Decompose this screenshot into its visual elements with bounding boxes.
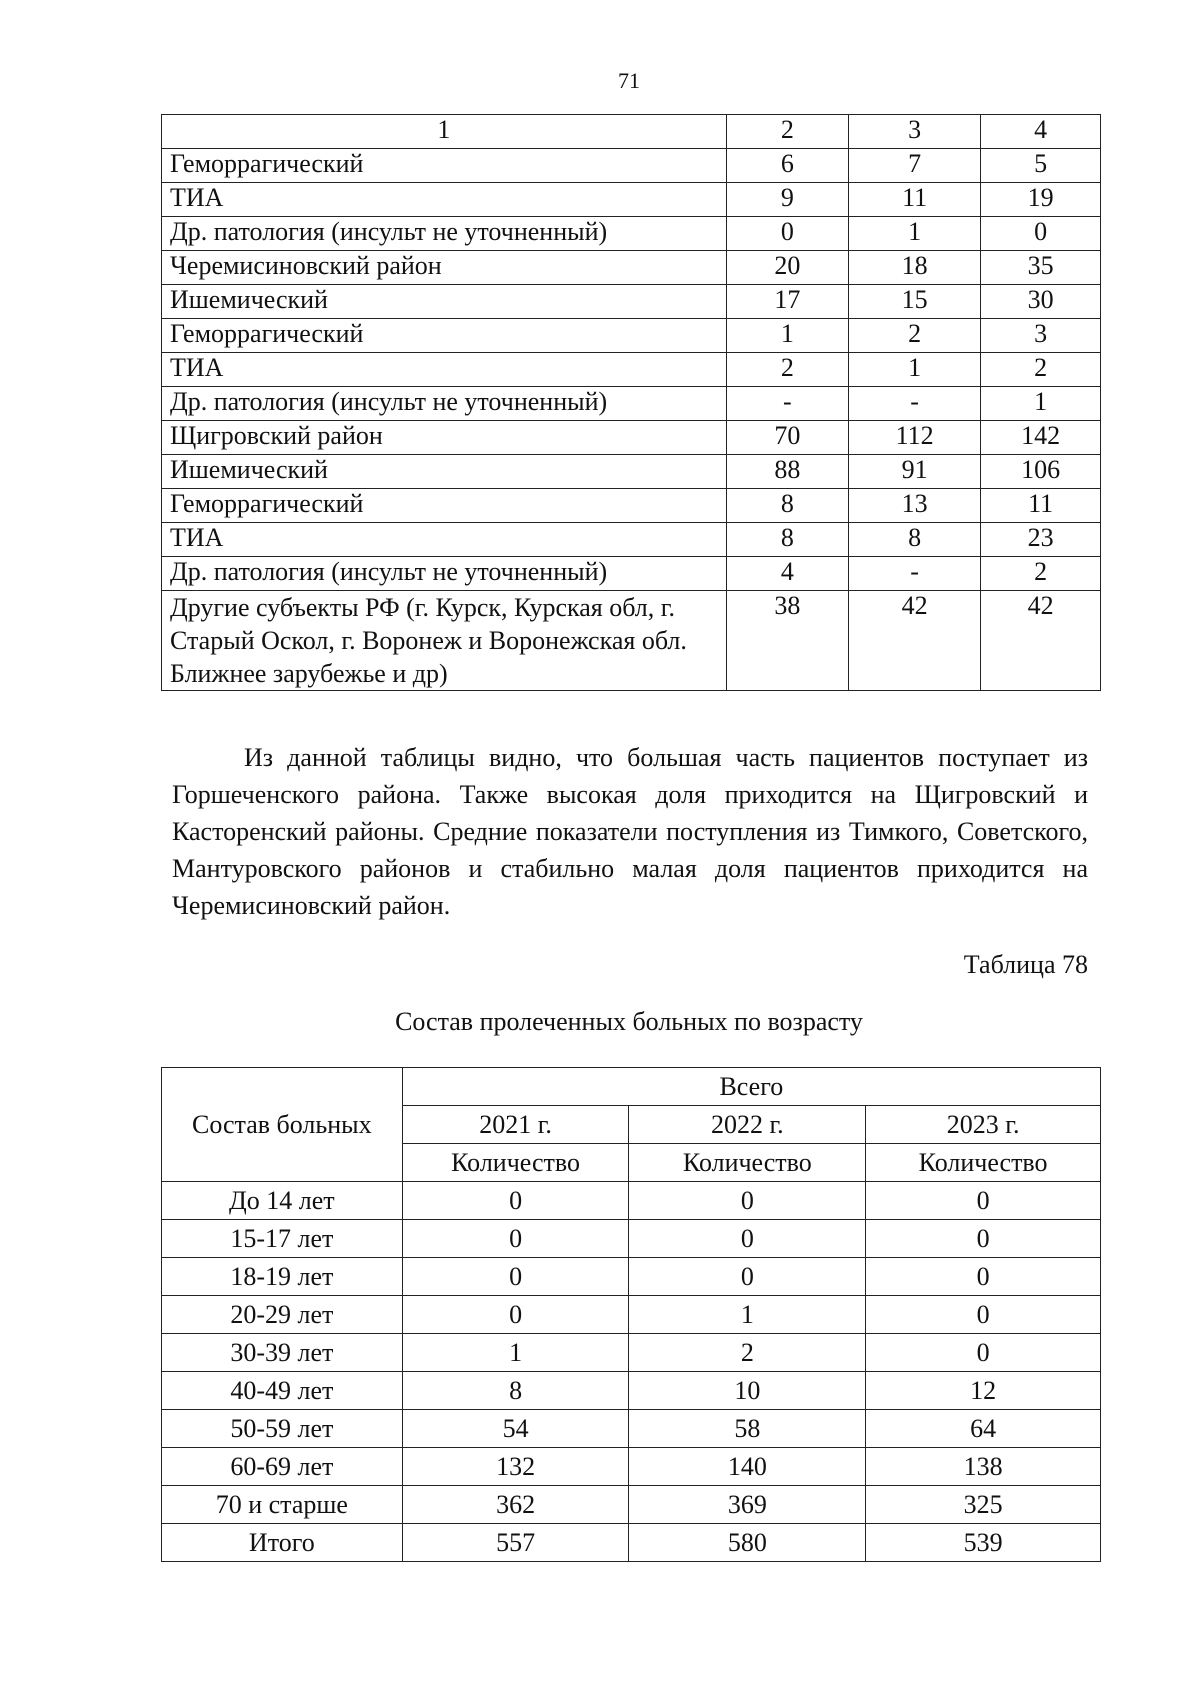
value-cell: 1 bbox=[981, 387, 1101, 421]
count-cell: 1 bbox=[402, 1334, 629, 1372]
row-label-cell: Др. патология (инсульт не уточненный) bbox=[162, 387, 727, 421]
column-number-cell: 3 bbox=[848, 115, 980, 149]
value-cell: 112 bbox=[848, 421, 980, 455]
count-cell: 369 bbox=[629, 1486, 866, 1524]
value-cell: 42 bbox=[848, 591, 980, 691]
table-row bbox=[162, 285, 1101, 319]
table-continued-body bbox=[162, 115, 1101, 691]
age-group-cell: 60-69 лет bbox=[162, 1448, 403, 1486]
count-cell: 0 bbox=[866, 1182, 1101, 1220]
table-row bbox=[162, 217, 1101, 251]
count-cell: 8 bbox=[402, 1372, 629, 1410]
row-label-cell: ТИА bbox=[162, 353, 727, 387]
age-group-cell: До 14 лет bbox=[162, 1182, 403, 1220]
table-label: Таблица 78 bbox=[963, 950, 1088, 979]
table-row bbox=[162, 489, 1101, 523]
value-cell: 0 bbox=[981, 217, 1101, 251]
count-cell: 0 bbox=[402, 1182, 629, 1220]
count-cell: 1 bbox=[629, 1296, 866, 1334]
age-group-cell: 70 и старше bbox=[162, 1486, 403, 1524]
value-cell: 2 bbox=[981, 557, 1101, 591]
value-cell: 19 bbox=[981, 183, 1101, 217]
count-cell: 12 bbox=[866, 1372, 1101, 1410]
value-cell: 6 bbox=[726, 149, 848, 183]
age-group-cell: Итого bbox=[162, 1524, 403, 1562]
age-group-cell: 20-29 лет bbox=[162, 1296, 403, 1334]
year-header-cell: 2023 г. bbox=[866, 1106, 1101, 1144]
quantity-header-cell: Количество bbox=[629, 1144, 866, 1182]
age-table-row bbox=[162, 1220, 1101, 1258]
count-cell: 132 bbox=[402, 1448, 629, 1486]
body-paragraph: Из данной таблицы видно, что большая часть пациентов поступает из Горшеченского района. Также высокая доля приходится на Щигровский и Касторенский районы. Средние показатели поступления из Тимкого, Советского, Мантуровского районов и стабильно малая доля пациентов приходится на Черемисиновский район. bbox=[172, 743, 1088, 920]
row-label-cell: Черемисиновский район bbox=[162, 251, 727, 285]
value-cell: 5 bbox=[981, 149, 1101, 183]
value-cell: 17 bbox=[726, 285, 848, 319]
count-cell: 0 bbox=[866, 1296, 1101, 1334]
age-table-row bbox=[162, 1448, 1101, 1486]
value-cell: 142 bbox=[981, 421, 1101, 455]
value-cell: 23 bbox=[981, 523, 1101, 557]
count-cell: 0 bbox=[629, 1182, 866, 1220]
value-cell: 20 bbox=[726, 251, 848, 285]
table-row bbox=[162, 353, 1101, 387]
count-cell: 362 bbox=[402, 1486, 629, 1524]
value-cell: - bbox=[848, 557, 980, 591]
year-header-cell: 2022 г. bbox=[629, 1106, 866, 1144]
row-label-cell: Др. патология (инсульт не уточненный) bbox=[162, 217, 727, 251]
age-table-row bbox=[162, 1296, 1101, 1334]
header-total-cell: Всего bbox=[402, 1068, 1100, 1106]
quantity-header-cell: Количество bbox=[866, 1144, 1101, 1182]
count-cell: 58 bbox=[629, 1410, 866, 1448]
value-cell: 1 bbox=[726, 319, 848, 353]
age-group-cell: 40-49 лет bbox=[162, 1372, 403, 1410]
count-cell: 140 bbox=[629, 1448, 866, 1486]
table-row bbox=[162, 591, 1101, 691]
row-label-cell: Щигровский район bbox=[162, 421, 727, 455]
table-title: Состав пролеченных больных по возрасту bbox=[395, 1007, 863, 1036]
column-number-cell: 1 bbox=[162, 115, 727, 149]
value-cell: 91 bbox=[848, 455, 980, 489]
row-label-cell: ТИА bbox=[162, 183, 727, 217]
count-cell: 580 bbox=[629, 1524, 866, 1562]
value-cell: 106 bbox=[981, 455, 1101, 489]
age-table-row bbox=[162, 1334, 1101, 1372]
count-cell: 557 bbox=[402, 1524, 629, 1562]
count-cell: 2 bbox=[629, 1334, 866, 1372]
row-label-cell: Ишемический bbox=[162, 455, 727, 489]
table-row bbox=[162, 523, 1101, 557]
value-cell: 70 bbox=[726, 421, 848, 455]
count-cell: 138 bbox=[866, 1448, 1101, 1486]
table-continued bbox=[161, 114, 1101, 691]
age-table-header-row bbox=[162, 1068, 1101, 1106]
value-cell: 15 bbox=[848, 285, 980, 319]
value-cell: 8 bbox=[726, 489, 848, 523]
value-cell: 3 bbox=[981, 319, 1101, 353]
page-number: 71 bbox=[618, 68, 640, 93]
value-cell: 88 bbox=[726, 455, 848, 489]
value-cell: 8 bbox=[726, 523, 848, 557]
row-label-cell: Другие субъекты РФ (г. Курск, Курская обл, г. Старый Оскол, г. Воронеж и Воронежская обл. Ближнее зарубежье и др) bbox=[162, 591, 727, 691]
count-cell: 0 bbox=[402, 1296, 629, 1334]
age-group-cell: 18-19 лет bbox=[162, 1258, 403, 1296]
table-row bbox=[162, 149, 1101, 183]
table-row bbox=[162, 421, 1101, 455]
count-cell: 0 bbox=[629, 1220, 866, 1258]
age-group-cell: 50-59 лет bbox=[162, 1410, 403, 1448]
value-cell: 35 bbox=[981, 251, 1101, 285]
value-cell: 42 bbox=[981, 591, 1101, 691]
value-cell: 9 bbox=[726, 183, 848, 217]
age-table-row bbox=[162, 1486, 1101, 1524]
count-cell: 0 bbox=[402, 1258, 629, 1296]
column-number-cell: 4 bbox=[981, 115, 1101, 149]
table-row bbox=[162, 455, 1101, 489]
value-cell: 38 bbox=[726, 591, 848, 691]
table-row bbox=[162, 251, 1101, 285]
value-cell: 11 bbox=[981, 489, 1101, 523]
value-cell: 2 bbox=[981, 353, 1101, 387]
table-row bbox=[162, 319, 1101, 353]
value-cell: 7 bbox=[848, 149, 980, 183]
age-table-row bbox=[162, 1372, 1101, 1410]
row-label-cell: Геморрагический bbox=[162, 149, 727, 183]
header-group-cell: Состав больных bbox=[162, 1068, 403, 1182]
count-cell: 325 bbox=[866, 1486, 1101, 1524]
row-label-cell: Геморрагический bbox=[162, 319, 727, 353]
table-row bbox=[162, 183, 1101, 217]
value-cell: 13 bbox=[848, 489, 980, 523]
age-table-row bbox=[162, 1524, 1101, 1562]
row-label-cell: Геморрагический bbox=[162, 489, 727, 523]
count-cell: 0 bbox=[866, 1258, 1101, 1296]
count-cell: 0 bbox=[866, 1334, 1101, 1372]
age-group-cell: 30-39 лет bbox=[162, 1334, 403, 1372]
column-number-cell: 2 bbox=[726, 115, 848, 149]
row-label-cell: ТИА bbox=[162, 523, 727, 557]
age-table-body bbox=[162, 1068, 1101, 1562]
count-cell: 0 bbox=[402, 1220, 629, 1258]
age-table-row bbox=[162, 1182, 1101, 1220]
value-cell: 1 bbox=[848, 217, 980, 251]
value-cell: - bbox=[848, 387, 980, 421]
count-cell: 539 bbox=[866, 1524, 1101, 1562]
table-header-row bbox=[162, 115, 1101, 149]
count-cell: 0 bbox=[629, 1258, 866, 1296]
count-cell: 54 bbox=[402, 1410, 629, 1448]
value-cell: 18 bbox=[848, 251, 980, 285]
age-group-cell: 15-17 лет bbox=[162, 1220, 403, 1258]
value-cell: 1 bbox=[848, 353, 980, 387]
value-cell: 8 bbox=[848, 523, 980, 557]
age-table bbox=[161, 1067, 1101, 1562]
table-row bbox=[162, 557, 1101, 591]
quantity-header-cell: Количество bbox=[402, 1144, 629, 1182]
age-table-row bbox=[162, 1410, 1101, 1448]
row-label-cell: Ишемический bbox=[162, 285, 727, 319]
count-cell: 10 bbox=[629, 1372, 866, 1410]
count-cell: 0 bbox=[866, 1220, 1101, 1258]
year-header-cell: 2021 г. bbox=[402, 1106, 629, 1144]
value-cell: 30 bbox=[981, 285, 1101, 319]
value-cell: 2 bbox=[726, 353, 848, 387]
age-table-row bbox=[162, 1258, 1101, 1296]
value-cell: 2 bbox=[848, 319, 980, 353]
table-row bbox=[162, 387, 1101, 421]
value-cell: 4 bbox=[726, 557, 848, 591]
value-cell: - bbox=[726, 387, 848, 421]
count-cell: 64 bbox=[866, 1410, 1101, 1448]
value-cell: 11 bbox=[848, 183, 980, 217]
row-label-cell: Др. патология (инсульт не уточненный) bbox=[162, 557, 727, 591]
value-cell: 0 bbox=[726, 217, 848, 251]
